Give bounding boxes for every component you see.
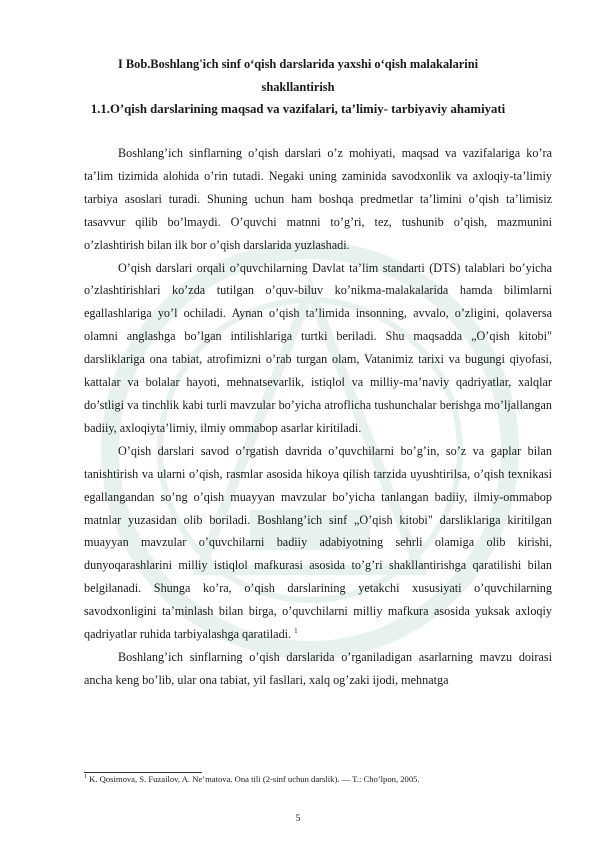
footnote-divider: [84, 772, 202, 773]
paragraph-text: Boshlang’ich sinflarning o’qish darslari o’z mohiyati, maqsad va vazifalariga ko’ra ta’lim tizimida alohida o’rin tutadi. Negaki uning zaminida savodxonlik va axloqiy-ta’limiy tarbiya asoslari turadi. Shuning uchun ham boshqa predmetlar ta’limini o’qish ta’limisiz tasavvur qilib bo’lmaydi. O’quvchi matnni to’g’ri, tez, tushunib o’qish, mazmunini o’zlashtirish bilan ilk bor o’qish darslarida yuzlashadi.: [84, 146, 552, 252]
body-text: [84, 142, 552, 692]
chapter-title: I Bob.Boshlang'ich sinf o‘qish darslarida yaxshi o‘qish malakalarini: [117, 57, 479, 71]
paragraph: [84, 440, 552, 646]
footnote-text: K. Qosimova, S. Fuzailov, A. Ne’matova. Ona tili (2-sinf uchun darslik). — T.: Cho’lpon, 2005.: [89, 774, 420, 784]
footnote: [84, 774, 554, 785]
page-number: 5: [295, 814, 301, 824]
chapter-title-continued: shakllantirish: [261, 80, 335, 94]
paragraph-text: Boshlang’ich sinflarning o’qish darslarida o’rganiladigan asarlarning mavzu doirasi ancha keng bo’lib, ular ona tabiat, yil fasllari, xalq og’zaki ijodi, mehnatga: [84, 649, 552, 687]
footnote-marker: 1: [84, 774, 87, 781]
paragraph: [84, 646, 552, 692]
section-title: 1.1.O’qish darslarining maqsad va vazifalari, ta’limiy- tarbiyaviy ahamiyati: [90, 102, 506, 116]
paragraph-text: O’qish darslari savod o’rgatish davrida o’quvchilarni bo’g’in, so’z va gaplar bilan tanishtirish va ularni o’qish, rasmlar asosida hikoya qilish tarzida uyushtirilsa, o’qish texnikasi egallangandan so’ng o’qish muayyan mavzular bo’yicha tanlangan badiiy, ilmiy-ommabop matnlar yuzasidan olib boriladi. Boshlang’ich sinf „O’qish kitobi" darsliklariga kiritilgan muayyan mavzular o’quvchilarni badiiy adabiyotning sehrli olamiga olib kirishi, dunyoqarashlarini milliy istiqlol mafkurasi asosida to’g’ri shakllantirishga qaratilishi bilan belgilanadi. Shunga ko’ra, o’qish darslarining yetakchi xususiyati o’quvchilarning savodxonligini ta’minlash bilan birga, o’quvchilarni milliy mafkura asosida yuksak axloqiy qadriyatlar ruhida tarbiyalashga qaratiladi.: [84, 443, 552, 642]
paragraph: [84, 142, 552, 257]
paragraph-text: O’qish darslari orqali o’quvchilarning Davlat ta’lim standarti (DTS) talablari bo’yicha o’zlashtirishlari ko’zda tutilgan o’quv-biluv ko’nikma-malakalarida hamda bilimlarni egallashlariga yo’l ochiladi. Aynan o’qish ta’limida insonning, avvalo, o’zligini, qolaversa olamni anglashga bo’lgan intilishlariga turtki beriladi. Shu maqsadda „O’qish kitobi" darsliklariga ona tabiat, atrofimizni o’rab turgan olam, Vatanimiz tarixi va bugungi qiyofasi, kattalar va bolalar hayoti, mehnatsevarlik, istiqlol va milliy-ma’naviy qadriyatlar, xalqlar do’stligi va tinchlik kabi turli mavzular bo’yicha atroflicha tushunchalar berishga mo’ljallangan badiiy, axloqiyta’limiy, ilmiy ommabop asarlar kiritiladi.: [84, 260, 552, 435]
footnote-reference[interactable]: 1: [294, 626, 298, 635]
paragraph: [84, 257, 552, 440]
